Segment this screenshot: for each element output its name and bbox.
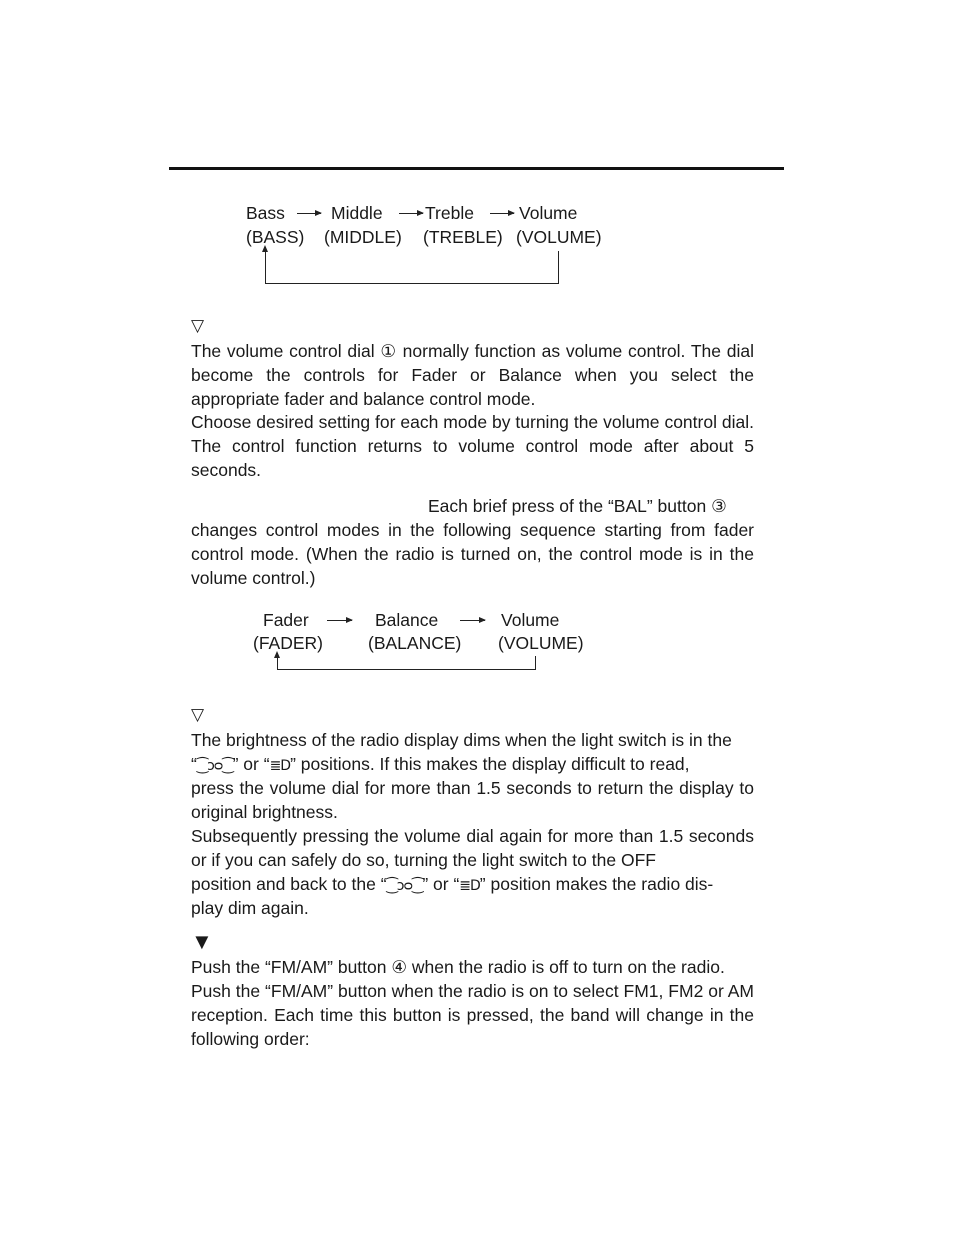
flow-label-middle: Middle (331, 203, 383, 223)
brightness-line-1: The brightness of the radio display dims when the light switch is in the (191, 730, 732, 750)
flow-code-bass: (BASS) (246, 227, 305, 247)
arrow-right-icon (460, 620, 485, 621)
brightness-line-2-rest: ” positions. If this makes the display difficult to read, (290, 754, 690, 774)
flow-code-volume: (VOLUME) (498, 633, 584, 653)
section-marker-open-triangle: ▽ (191, 316, 205, 335)
flow-label-fader: Fader (263, 610, 309, 630)
subsequent-line-3 (191, 872, 754, 898)
flow-label-bass: Bass (246, 203, 285, 223)
fm-am-on-paragraph: Push the “FM/AM” button ④ when the radio is off to turn on the radio. (191, 957, 725, 977)
flow-code-treble: (TREBLE) (423, 227, 503, 247)
subsequent-text-c: ” position makes the radio dis- (479, 874, 714, 894)
quote-or: ” or “ (232, 754, 270, 774)
section-marker-open-triangle: ▽ (191, 705, 205, 724)
flow-code-volume: (VOLUME) (516, 227, 602, 247)
fm-am-band-paragraph: Push the “FM/AM” button when the radio is on to select FM1, FM2 or AM reception. Each time this button is pressed, the band will change in the following order: (191, 981, 754, 1049)
arrow-up-icon (277, 653, 278, 659)
flow-code-middle: (MIDDLE) (324, 227, 402, 247)
subsequent-line-4: play dim again. (191, 898, 309, 918)
bal-sequence-paragraph: changes control modes in the following sequence starting from fader control mode. (When the radio is turned on, the control mode is in the volume control.) (191, 520, 754, 588)
section-marker-filled-triangle: ▼ (191, 929, 213, 954)
volume-dial-paragraph: The volume control dial ① normally function as volume control. The dial become the controls for Fader or Balance when you select the appropriate fader and balance control mode. (191, 341, 754, 409)
headlight-icon: ≣D (269, 758, 291, 774)
flow-code-balance: (BALANCE) (368, 633, 462, 653)
flow-code-fader: (FADER) (253, 633, 323, 653)
brightness-line-2 (191, 752, 754, 778)
parking-light-icon: ⁐ᴐᴑ⁐ (386, 878, 423, 894)
quote-open: “ (191, 754, 197, 774)
headlight-icon: ≣D (459, 878, 480, 894)
return-loop-line (277, 656, 536, 670)
arrow-right-icon (327, 620, 352, 621)
subsequent-text-b: ” or “ (422, 874, 460, 894)
flow-label-balance: Balance (375, 610, 439, 630)
flow-label-volume: Volume (501, 610, 560, 630)
subsequent-text-a: position and back to the “ (191, 874, 387, 894)
bal-button-line: Each brief press of the “BAL” button ③ (428, 496, 727, 516)
subsequent-paragraph: Subsequently pressing the volume dial again for more than 1.5 seconds or if you can safely do so, turning the light switch to the OFF (191, 826, 754, 870)
flow-label-treble: Treble (425, 203, 474, 223)
setting-paragraph: Choose desired setting for each mode by turning the volume control dial. The control function returns to volume control mode after about 5 seconds. (191, 412, 754, 480)
brightness-line-3: press the volume dial for more than 1.5 seconds to return the display to original brightness. (191, 778, 754, 822)
parking-light-icon: ⁐ᴐᴑ⁐ (196, 758, 233, 774)
flow-label-volume: Volume (519, 203, 578, 223)
